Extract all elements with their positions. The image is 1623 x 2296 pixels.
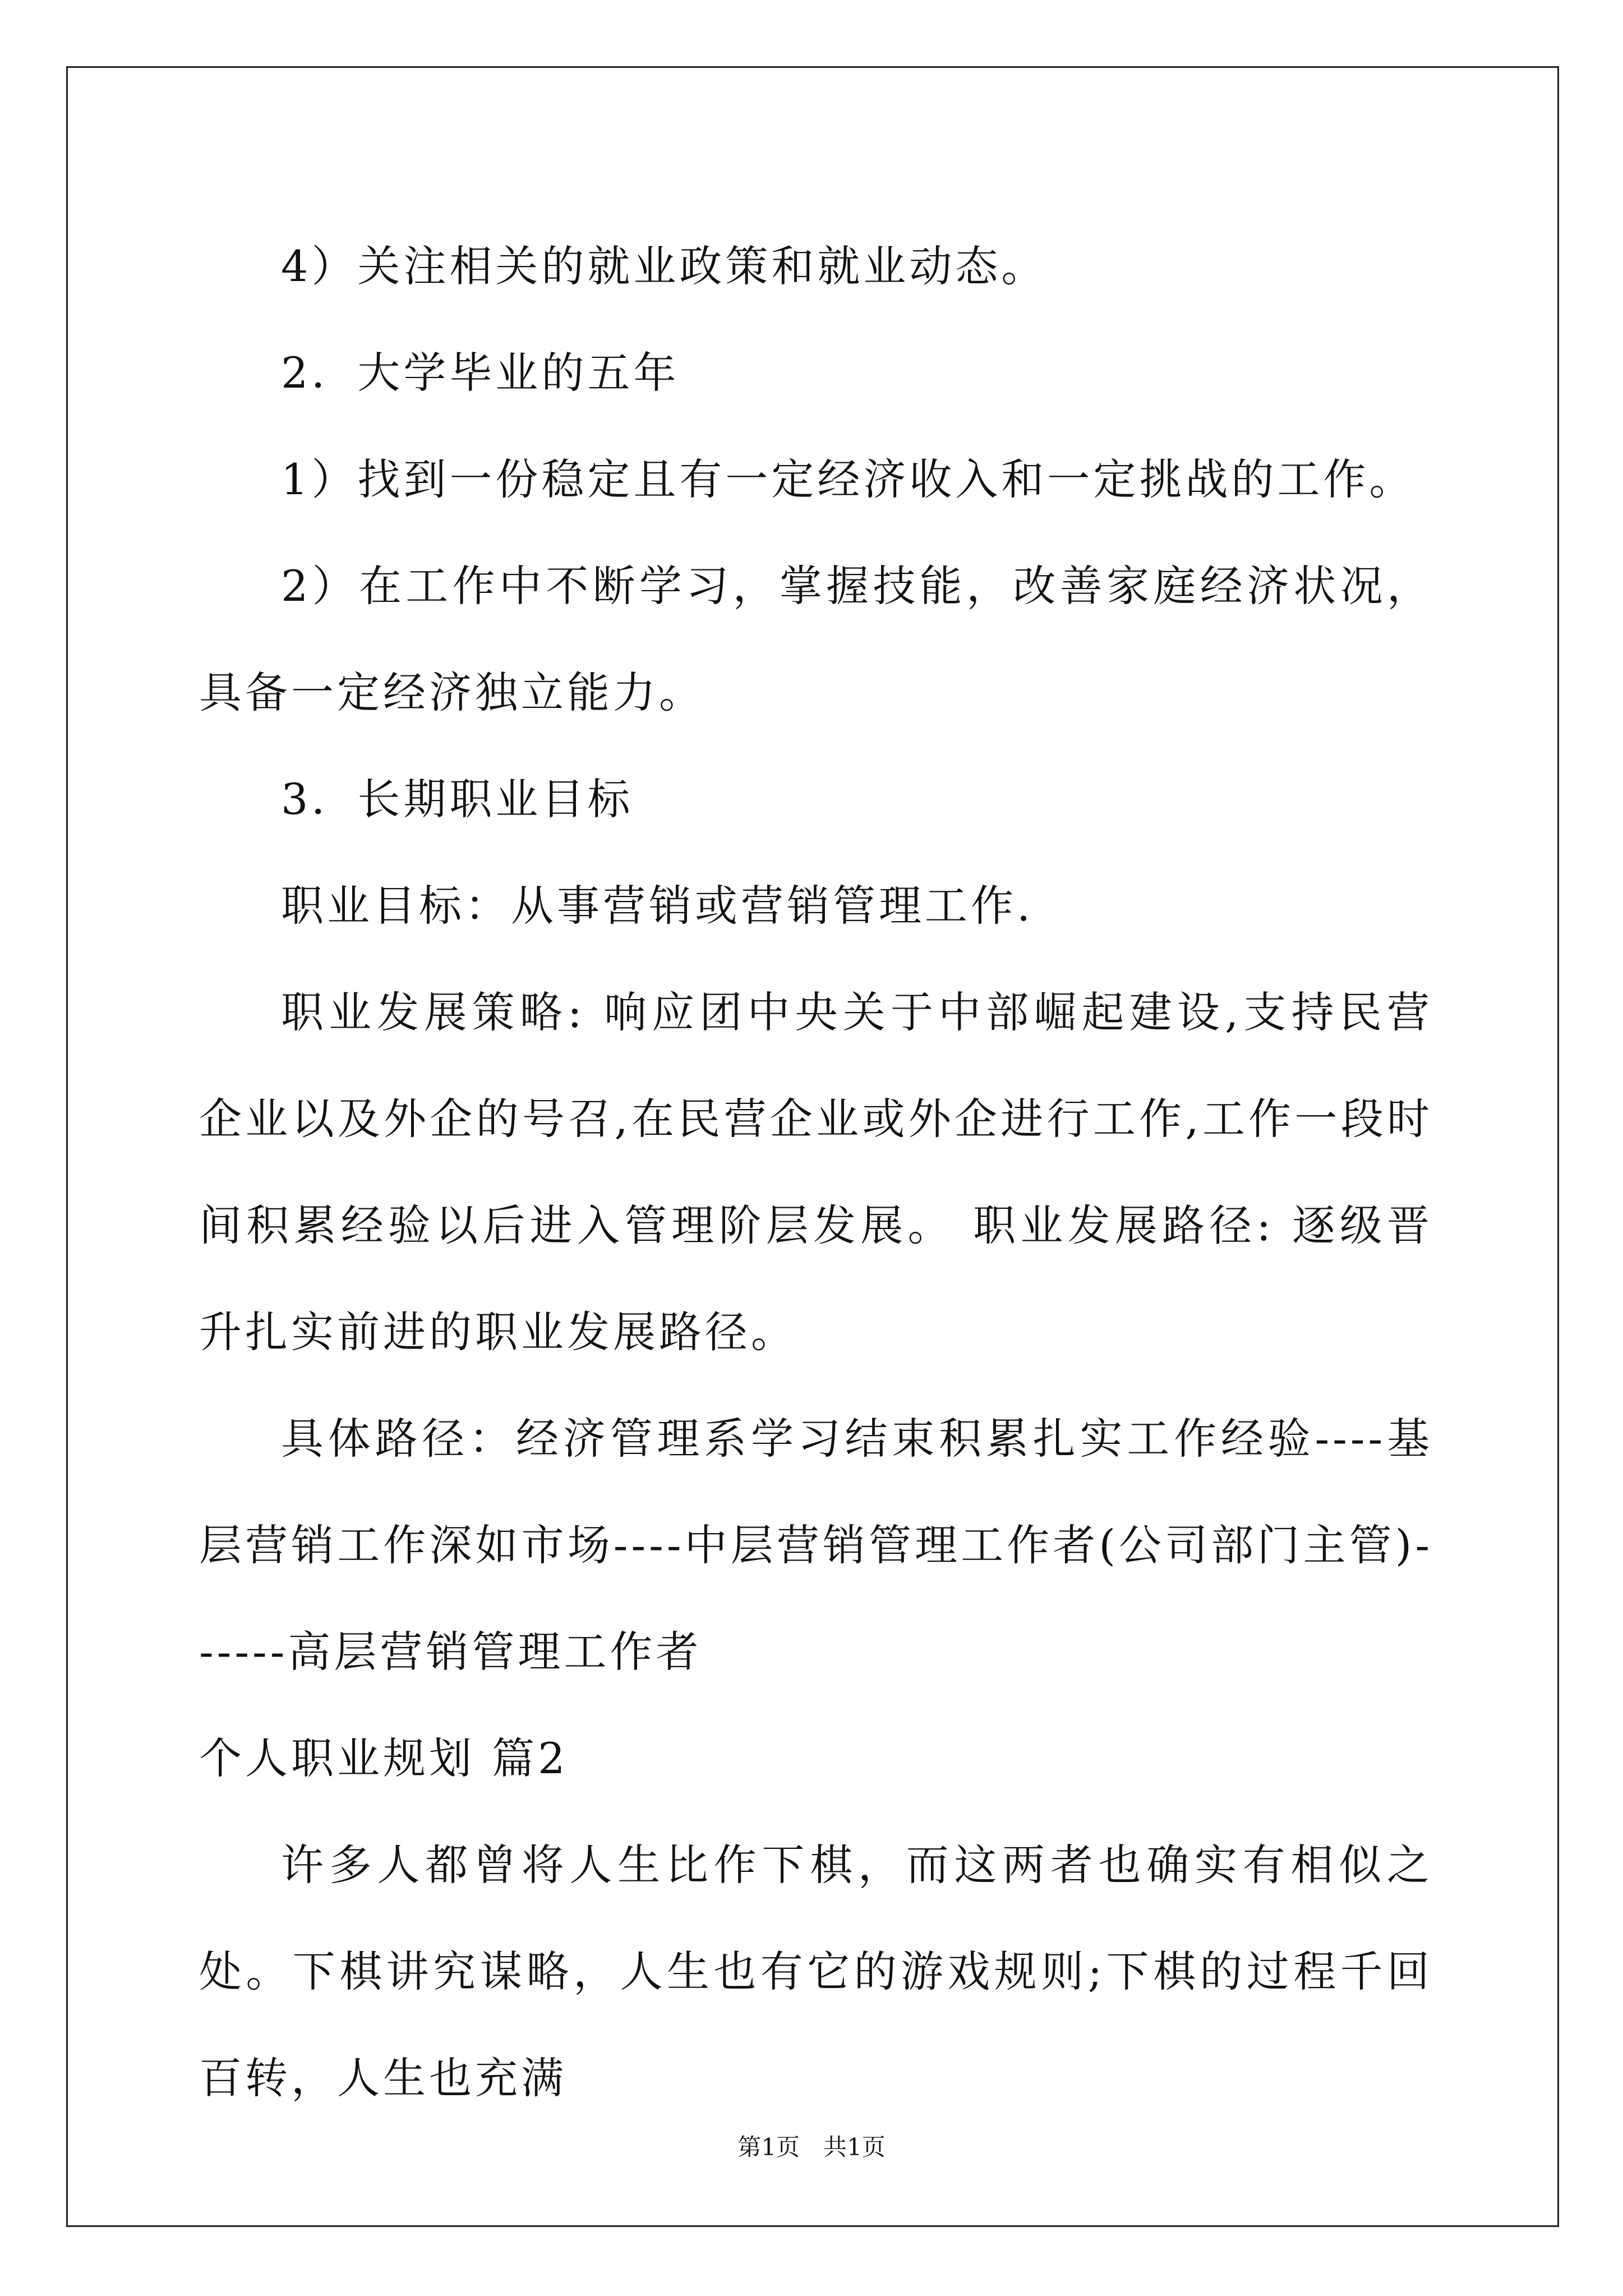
paragraph-4: 2）在工作中不断学习，掌握技能，改善家庭经济状况，具备一定经济独立能力。	[199, 561, 1433, 717]
paragraph-2: 2．大学毕业的五年	[281, 348, 680, 398]
page-footer: 第1页 共1页	[737, 2133, 886, 2161]
section-heading: 个人职业规划 篇2	[199, 1733, 569, 1783]
paragraph-1: 4）关注相关的就业政策和就业动态。	[281, 241, 1048, 291]
document-body	[199, 213, 1433, 2132]
paragraph-9: 许多人都曾将人生比作下棋，而这两者也确实有相似之处。下棋讲究谋略，人生也有它的游戏规则;下棋的过程千回百转，人生也充满	[199, 1840, 1433, 2103]
paragraph-3: 1）找到一份稳定且有一定经济收入和一定挑战的工作。	[281, 454, 1415, 504]
paragraph-5: 3．长期职业目标	[281, 774, 634, 824]
paragraph-7: 职业发展策略: 响应团中央关于中部崛起建设,支持民营企业以及外企的号召,在民营企业或外企进行工作,工作一段时间积累经验以后进入管理阶层发展。 职业发展路径: 逐级晋升扎实前进的职业发展路径。	[199, 987, 1433, 1357]
paragraph-6: 职业目标：从事营销或营销管理工作.	[281, 881, 1034, 931]
paragraph-8: 具体路径：经济管理系学习结束积累扎实工作经验----基层营销工作深如市场----中层营销管理工作者(公司部门主管)------高层营销管理工作者	[199, 1414, 1433, 1677]
